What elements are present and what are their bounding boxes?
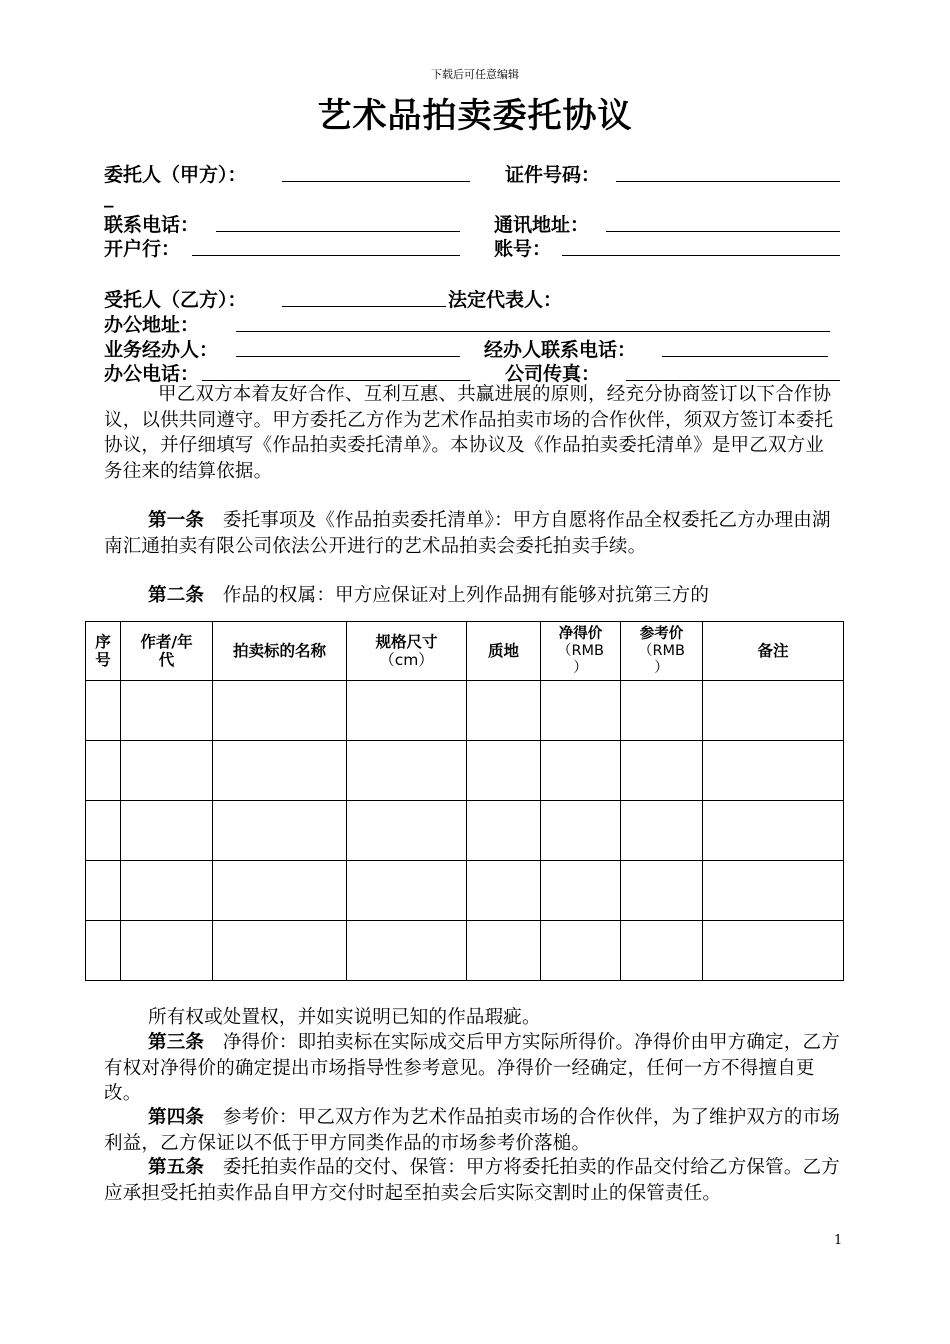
- table-row: [86, 861, 844, 921]
- table-cell[interactable]: [347, 741, 467, 801]
- header-remarks: 备注: [703, 622, 844, 681]
- table-cell[interactable]: [347, 681, 467, 741]
- article-1-number: 第一条: [148, 510, 205, 531]
- id-number-label: 证件号码：: [505, 164, 601, 186]
- article-2-text: 作品的权属：甲方应保证对上列作品拥有能够对抗第三方的: [222, 585, 710, 606]
- table-cell[interactable]: [541, 741, 621, 801]
- table-cell[interactable]: [541, 801, 621, 861]
- table-cell[interactable]: [703, 741, 844, 801]
- table-row: [86, 681, 844, 741]
- manager-label: 业务经办人：: [104, 339, 219, 361]
- table-cell[interactable]: [467, 921, 541, 981]
- article-4-number: 第四条: [148, 1107, 205, 1128]
- header-reference-price: 参考价 （RMB ）: [621, 622, 703, 681]
- manager-phone-blank[interactable]: [662, 356, 828, 357]
- header-note: 下载后可任意编辑: [431, 68, 519, 81]
- table-cell[interactable]: [347, 801, 467, 861]
- table-cell[interactable]: [621, 801, 703, 861]
- agent-label: 受托人（乙方）：: [104, 289, 247, 311]
- table-cell[interactable]: [213, 681, 347, 741]
- article-5-text: 委托拍卖作品的交付、保管：甲方将委托拍卖的作品交付给乙方保管。乙方应承担受托拍卖作品自甲方交付时起至拍卖会后实际交割时止的保管责任。: [104, 1157, 840, 1204]
- table-cell[interactable]: [86, 861, 121, 921]
- table-cell[interactable]: [121, 801, 213, 861]
- table-cell[interactable]: [467, 861, 541, 921]
- table-cell[interactable]: [703, 681, 844, 741]
- table-cell[interactable]: [121, 741, 213, 801]
- article-3-text: 净得价：即拍卖标在实际成交后甲方实际所得价。净得价由甲方确定，乙方有权对净得价的确定提出市场指导性参考意见。净得价一经确定，任何一方不得擅自更改。: [104, 1032, 840, 1104]
- legal-rep-label: 法定代表人：: [448, 289, 563, 311]
- table-cell[interactable]: [86, 921, 121, 981]
- office-address-label: 办公地址：: [104, 314, 200, 336]
- table-header-row: [86, 622, 844, 681]
- article-4-text: 参考价：甲乙双方作为艺术作品拍卖市场的合作伙伴，为了维护双方的市场利益，乙方保证以不低于甲方同类作品的市场参考价落槌。: [104, 1107, 840, 1154]
- agent-blank[interactable]: [282, 306, 446, 307]
- table-cell[interactable]: [213, 921, 347, 981]
- table-cell[interactable]: [621, 861, 703, 921]
- article-5: [104, 1155, 841, 1206]
- table-cell[interactable]: [347, 921, 467, 981]
- table-cell[interactable]: [541, 921, 621, 981]
- header-net-price: 净得价 （RMB ）: [541, 622, 621, 681]
- header-material: 质地: [467, 622, 541, 681]
- table-cell[interactable]: [213, 861, 347, 921]
- article-2: [104, 583, 841, 609]
- article-4: [104, 1105, 841, 1156]
- table-cell[interactable]: [541, 861, 621, 921]
- document-title: 艺术品拍卖委托协议: [317, 96, 633, 136]
- article-5-number: 第五条: [148, 1157, 205, 1178]
- header-dimensions: 规格尺寸 （cm）: [347, 622, 467, 681]
- phone-label: 联系电话：: [104, 214, 200, 236]
- account-blank[interactable]: [562, 255, 840, 256]
- bank-label: 开户行：: [104, 238, 181, 260]
- table-cell[interactable]: [86, 741, 121, 801]
- office-address-blank[interactable]: [236, 331, 830, 332]
- header-author-era: 作者/年 代: [121, 622, 213, 681]
- id-number-blank[interactable]: [616, 181, 840, 182]
- article-3-number: 第三条: [148, 1032, 205, 1053]
- header-lot-name: 拍卖标的名称: [213, 622, 347, 681]
- table-cell[interactable]: [467, 801, 541, 861]
- office-phone-blank[interactable]: [202, 380, 470, 381]
- article-2-number: 第二条: [148, 585, 205, 606]
- artwork-consignment-table: [85, 621, 844, 981]
- table-cell[interactable]: [703, 801, 844, 861]
- intro-text: 甲乙双方本着友好合作、互利互惠、共赢进展的原则，经充分协商签订以下合作协议，以供共同遵守。甲方委托乙方作为艺术作品拍卖市场的合作伙伴，须双方签订本委托协议，并仔细填写《作品拍卖委托清单》。本协议及《作品拍卖委托清单》是甲乙双方业务往来的结算依据。: [104, 384, 834, 482]
- manager-blank[interactable]: [236, 356, 460, 357]
- table-cell[interactable]: [347, 861, 467, 921]
- article-1: [104, 508, 841, 559]
- table-cell[interactable]: [121, 861, 213, 921]
- account-label: 账号：: [494, 238, 552, 260]
- office-phone-label: 办公电话：: [104, 363, 200, 385]
- phone-blank[interactable]: [216, 231, 460, 232]
- table-cell[interactable]: [467, 681, 541, 741]
- table-cell[interactable]: [621, 921, 703, 981]
- table-row: [86, 801, 844, 861]
- table-cell[interactable]: [86, 801, 121, 861]
- article-3: [104, 1030, 841, 1107]
- header-serial: 序 号: [86, 622, 121, 681]
- table-cell[interactable]: [213, 741, 347, 801]
- table-cell[interactable]: [541, 681, 621, 741]
- table-cell[interactable]: [703, 921, 844, 981]
- table-cell[interactable]: [467, 741, 541, 801]
- table-cell[interactable]: [121, 921, 213, 981]
- table-cell[interactable]: [621, 681, 703, 741]
- table-row: [86, 741, 844, 801]
- address-blank[interactable]: [606, 231, 840, 232]
- wrap-mark: _: [104, 186, 114, 208]
- table-cell[interactable]: [121, 681, 213, 741]
- table-cell[interactable]: [86, 681, 121, 741]
- table-cell[interactable]: [621, 741, 703, 801]
- article-1-text: 委托事项及《作品拍卖委托清单》：甲方自愿将作品全权委托乙方办理由湖南汇通拍卖有限公司依法公开进行的艺术品拍卖会委托拍卖手续。: [104, 510, 831, 557]
- bank-blank[interactable]: [192, 255, 460, 256]
- table-cell[interactable]: [213, 801, 347, 861]
- page-number: 1: [834, 1233, 843, 1248]
- table-row: [86, 921, 844, 981]
- principal-blank[interactable]: [282, 181, 470, 182]
- article-2-continuation: 所有权或处置权，并如实说明已知的作品瑕疵。: [148, 1007, 541, 1028]
- table-cell[interactable]: [703, 861, 844, 921]
- fax-blank[interactable]: [626, 380, 840, 381]
- fax-label: 公司传真：: [505, 363, 601, 385]
- principal-label: 委托人（甲方）：: [104, 164, 247, 186]
- address-label: 通讯地址：: [494, 214, 590, 236]
- manager-phone-label: 经办人联系电话：: [484, 339, 637, 361]
- intro-paragraph: [104, 382, 841, 484]
